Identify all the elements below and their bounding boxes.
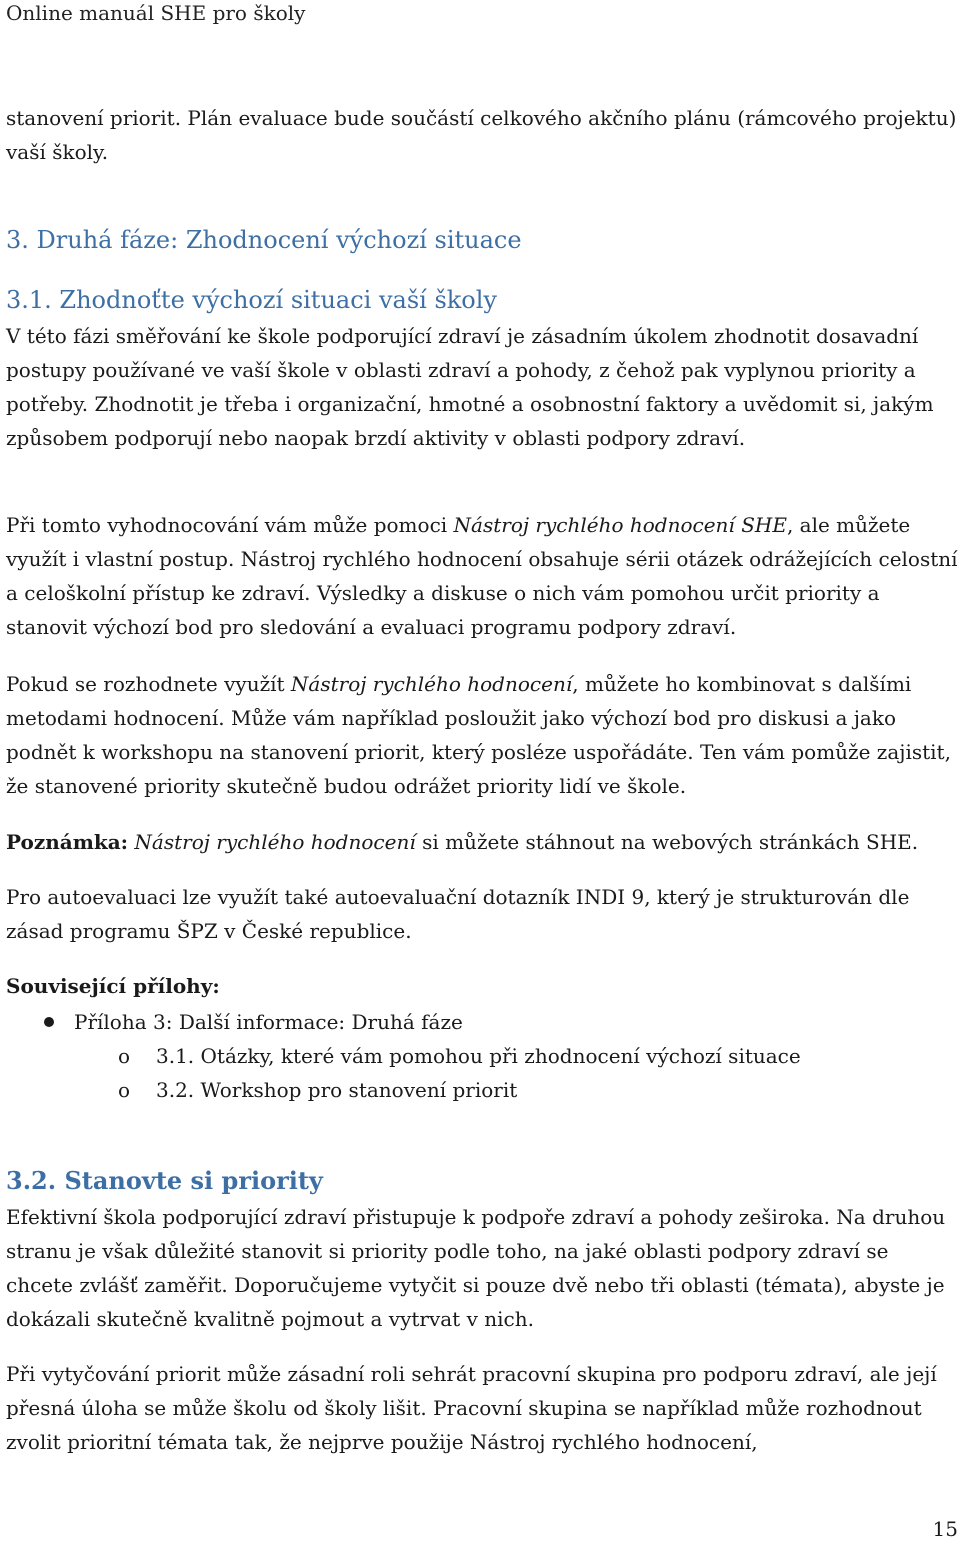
list-item-label: 3.1. Otázky, které vám pomohou při zhodnocení výchozí situace — [156, 1044, 801, 1068]
list-item — [44, 1005, 463, 1039]
p2-text-a: Při tomto vyhodnocování vám může pomoci — [6, 513, 454, 537]
list-item — [118, 1039, 801, 1073]
note-label: Poznámka: — [6, 830, 129, 854]
list-item-label: Příloha 3: Další informace: Druhá fáze — [74, 1010, 463, 1034]
tool-name-italic: Nástroj rychlého hodnocení — [128, 830, 416, 854]
sub-bullet-icon: o — [118, 1044, 131, 1068]
tool-name-italic: Nástroj rychlého hodnocení SHE — [453, 513, 787, 537]
list-item — [118, 1073, 517, 1107]
note-text: si můžete stáhnout na webových stránkách SHE. — [415, 830, 919, 854]
tool-name-italic: Nástroj rychlého hodnocení — [290, 672, 573, 696]
p3-text-b: , můžete ho kombinovat s dalšími metodami hodnocení. Může vám například posloužit jako výchozí bod pro diskusi a jako podnět k workshopu na stanovení priorit, který posléze uspořádáte. Ten vám pomůže zajistit, že stanovené priority skutečně budou odrážet priority lidí ve škole. — [6, 672, 951, 798]
p2-text-b: , ale můžete využít i vlastní postup. Nástroj rychlého hodnocení obsahuje sérii otázek odrážejících celostní a celoškolní přístup ke zdraví. Výsledky a diskuse o nich vám pomohou určit priority a stanovit výchozí bod pro sledování a evaluaci programu podpory zdraví. — [6, 513, 958, 639]
section-heading-3-2: 3.2. Stanovte si priority — [6, 1166, 323, 1195]
related-attachments-title: Související přílohy: — [6, 974, 220, 998]
sub-bullet-icon: o — [118, 1078, 131, 1102]
paragraph-5: Efektivní škola podporující zdraví přistupuje k podpoře zdraví a pohody zeširoka. Na druhou stranu je však důležité stanovit si priority podle toho, na jaké oblasti podpory zdraví se chcete zvlášť zaměřit. Doporučujeme vytyčit si pouze dvě nebo tři oblasti (témata), abyste je dokázali skutečně kvalitně pojmout a vytrvat v nich. — [6, 1205, 946, 1331]
paragraph-6: Při vytyčování priorit může zásadní roli sehrát pracovní skupina pro podporu zdraví, ale její přesná úloha se může školu od školy lišit. Pracovní skupina se například může rozhodnout zvolit prioritní témata tak, že nejprve použije Nástroj rychlého hodnocení, — [6, 1362, 937, 1454]
paragraph-2 — [6, 508, 958, 644]
section-heading-3-1: 3.1. Zhodnoťte výchozí situaci vaší školy — [6, 286, 497, 314]
paragraph-4: Pro autoevaluaci lze využít také autoevaluační dotazník INDI 9, který je strukturován dle zásad programu ŠPZ v České republice. — [6, 885, 910, 943]
p3-text-a: Pokud se rozhodnete využít — [6, 672, 291, 696]
section-heading-3: 3. Druhá fáze: Zhodnocení výchozí situace — [6, 226, 522, 254]
paragraph-3 — [6, 667, 958, 803]
list-item-label: 3.2. Workshop pro stanovení priorit — [156, 1078, 518, 1102]
page-number: 15 — [932, 1517, 958, 1541]
page-header: Online manuál SHE pro školy — [6, 1, 306, 25]
intro-paragraph: stanovení priorit. Plán evaluace bude součástí celkového akčního plánu (rámcového projektu) vaší školy. — [6, 106, 957, 164]
note-paragraph — [6, 825, 958, 859]
paragraph-1: V této fázi směřování ke škole podporující zdraví je zásadním úkolem zhodnotit dosavadní postupy používané ve vaší škole v oblasti zdraví a pohody, z čehož pak vyplynou priority a potřeby. Zhodnotit je třeba i organizační, hmotné a osobnostní faktory a uvědomit si, jakým způsobem podporují nebo naopak brzdí aktivity v oblasti podpory zdraví. — [6, 324, 934, 450]
bullet-icon — [44, 1017, 54, 1027]
